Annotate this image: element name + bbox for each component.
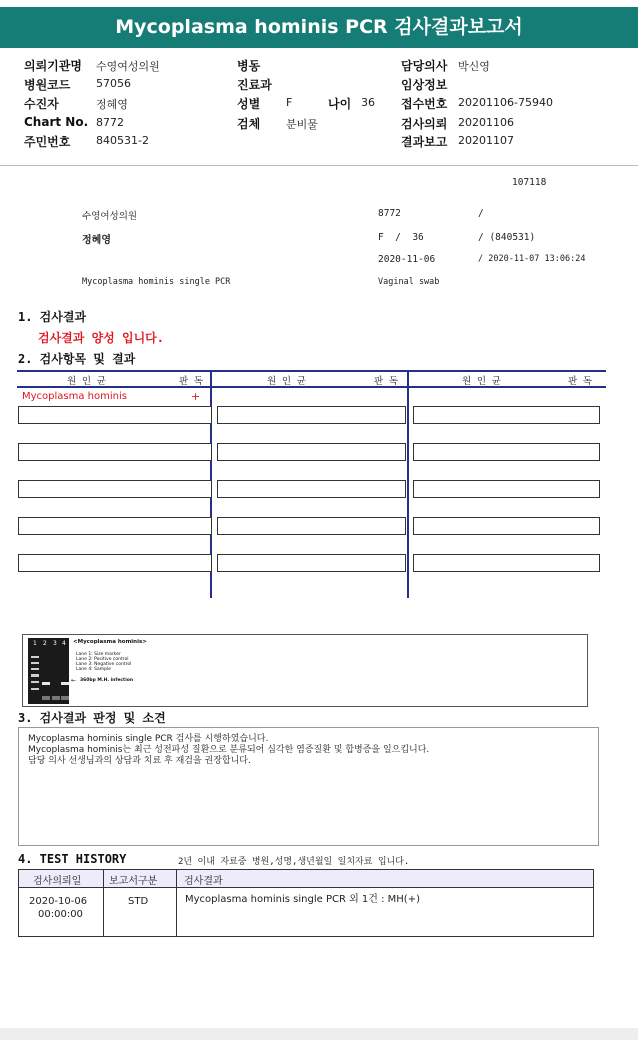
lane-number: 1 bbox=[33, 640, 37, 647]
pathogen-name: Mycoplasma hominis bbox=[22, 391, 127, 402]
summary-report-datetime: / 2020-11-07 13:06:24 bbox=[478, 254, 586, 264]
history-result: Mycoplasma hominis single PCR 외 1건 : MH(+) bbox=[185, 894, 420, 905]
result-cell bbox=[413, 517, 600, 535]
arrow-icon: ← bbox=[71, 677, 77, 684]
col-pathogen-header-3: 원 인 균 bbox=[462, 376, 501, 387]
result-cell bbox=[413, 406, 600, 424]
history-table bbox=[18, 869, 594, 937]
gel-legend-line: Lane 3: Negative control bbox=[76, 662, 132, 667]
history-date: 2020-10-06 bbox=[29, 896, 88, 907]
recipient-value: 정혜영 bbox=[96, 98, 128, 111]
summary-patient: 정혜영 bbox=[82, 235, 111, 246]
history-type: STD bbox=[128, 896, 149, 907]
history-col-type: 보고서구분 bbox=[109, 876, 158, 887]
sex-label: 성별 bbox=[237, 97, 261, 111]
lane-number: 4 bbox=[62, 640, 66, 647]
result-cell bbox=[217, 480, 406, 498]
gel-legend-line: Lane 1: Size marker bbox=[76, 652, 121, 657]
request-value: 20201106 bbox=[458, 116, 514, 129]
gel-title: <Mycoplasma hominis> bbox=[73, 639, 147, 645]
report-label: 결과보고 bbox=[401, 135, 448, 149]
pathogen-result: + bbox=[191, 390, 201, 403]
result-cell bbox=[413, 554, 600, 572]
comment-line: Mycoplasma hominis는 최근 성전파성 질환으로 분류되어 심각한 염증질환 및 합병증을 일으킵니다. bbox=[28, 745, 430, 755]
ward-label: 병동 bbox=[237, 59, 261, 73]
result-cell bbox=[413, 443, 600, 461]
col-divider-2 bbox=[407, 370, 409, 598]
specimen-label: 검체 bbox=[237, 117, 261, 131]
age-label: 나이 bbox=[328, 97, 352, 111]
section4-title: 4. TEST HISTORY bbox=[18, 852, 127, 866]
summary-chart: 8772 bbox=[378, 208, 401, 219]
col-judgment-header-1: 판 독 bbox=[179, 376, 204, 387]
col-judgment-header-3: 판 독 bbox=[568, 376, 593, 387]
receipt-no-label: 접수번호 bbox=[401, 97, 448, 111]
section3-title: 3. 검사결과 판정 및 소견 bbox=[18, 711, 166, 725]
summary-request-date: 2020-11-06 bbox=[378, 254, 436, 265]
lane-number: 3 bbox=[53, 640, 57, 647]
sex-value: F bbox=[286, 96, 293, 109]
comment-box bbox=[18, 727, 599, 846]
hospital-code-label: 병원코드 bbox=[24, 78, 71, 92]
section2-title: 2. 검사항목 및 결과 bbox=[18, 352, 136, 366]
summary-test-name: Mycoplasma hominis single PCR bbox=[82, 277, 231, 287]
gel-legend-line: Lane 2: Positive control bbox=[76, 657, 129, 662]
comment-line: 담당 의사 선생님과의 상담과 치료 후 재검을 권장합니다. bbox=[28, 756, 251, 766]
report-value: 20201107 bbox=[458, 134, 514, 147]
history-time: 00:00:00 bbox=[38, 909, 83, 920]
recipient-label: 수진자 bbox=[24, 97, 59, 111]
result-cell bbox=[18, 443, 212, 461]
table-top-line bbox=[17, 370, 606, 372]
clinical-info-label: 임상정보 bbox=[401, 78, 448, 92]
resident-no-value: 840531-2 bbox=[96, 134, 149, 147]
summary-clinic: 수영여성의원 bbox=[82, 211, 138, 222]
report-title: Mycoplasma hominis PCR 검사결과보고서 bbox=[0, 7, 638, 48]
institution-label: 의뢰기관명 bbox=[24, 59, 82, 73]
section1-title: 1. 검사결과 bbox=[18, 310, 87, 324]
chart-no-value: 8772 bbox=[96, 116, 124, 129]
doctor-value: 박신영 bbox=[458, 60, 490, 73]
doctor-label: 담당의사 bbox=[401, 59, 448, 73]
col-pathogen-header-1: 원 인 균 bbox=[67, 376, 106, 387]
summary-specimen: Vaginal swab bbox=[378, 277, 440, 287]
gel-band-label: 360bp M.H. infection bbox=[80, 678, 134, 683]
lane-number: 2 bbox=[43, 640, 47, 647]
specimen-value: 분비물 bbox=[286, 118, 318, 131]
result-cell bbox=[18, 480, 212, 498]
resident-no-label: 주민번호 bbox=[24, 135, 71, 149]
result-cell bbox=[18, 517, 212, 535]
result-cell bbox=[413, 480, 600, 498]
chart-no-label: Chart No. bbox=[24, 115, 89, 129]
result-cell bbox=[217, 443, 406, 461]
history-col-date: 검사의뢰일 bbox=[33, 876, 82, 887]
footer-strip bbox=[0, 1028, 638, 1040]
summary-sex-age: F / 36 bbox=[378, 232, 424, 243]
age-value: 36 bbox=[361, 96, 375, 109]
col-pathogen-header-2: 원 인 균 bbox=[267, 376, 306, 387]
gel-image bbox=[28, 638, 69, 704]
history-col-result: 검사결과 bbox=[184, 876, 223, 887]
result-cell bbox=[18, 406, 212, 424]
summary-birth: / (840531) bbox=[478, 232, 536, 243]
summary-slash: / bbox=[478, 208, 484, 219]
institution-value: 수영여성의원 bbox=[96, 60, 160, 73]
history-header-row bbox=[19, 870, 593, 888]
history-note: 2년 이내 자료중 병원,성명,생년월일 일치자료 입니다. bbox=[178, 857, 410, 867]
gel-image-panel bbox=[22, 634, 588, 707]
request-label: 검사의뢰 bbox=[401, 117, 448, 131]
comment-line: Mycoplasma hominis single PCR 검사를 시행하였습니다. bbox=[28, 734, 269, 744]
report-code: 107118 bbox=[512, 177, 547, 188]
items-table bbox=[17, 370, 606, 598]
department-label: 진료과 bbox=[237, 78, 272, 92]
hospital-code-value: 57056 bbox=[96, 77, 131, 90]
receipt-no-value: 20201106-75940 bbox=[458, 96, 553, 109]
result-cell bbox=[217, 406, 406, 424]
result-text: 검사결과 양성 입니다. bbox=[38, 331, 165, 345]
result-cell bbox=[217, 554, 406, 572]
result-cell bbox=[217, 517, 406, 535]
gel-legend-line: Lane 4: Sample bbox=[76, 667, 111, 672]
header-info bbox=[0, 50, 638, 166]
result-cell bbox=[18, 554, 212, 572]
col-judgment-header-2: 판 독 bbox=[374, 376, 399, 387]
